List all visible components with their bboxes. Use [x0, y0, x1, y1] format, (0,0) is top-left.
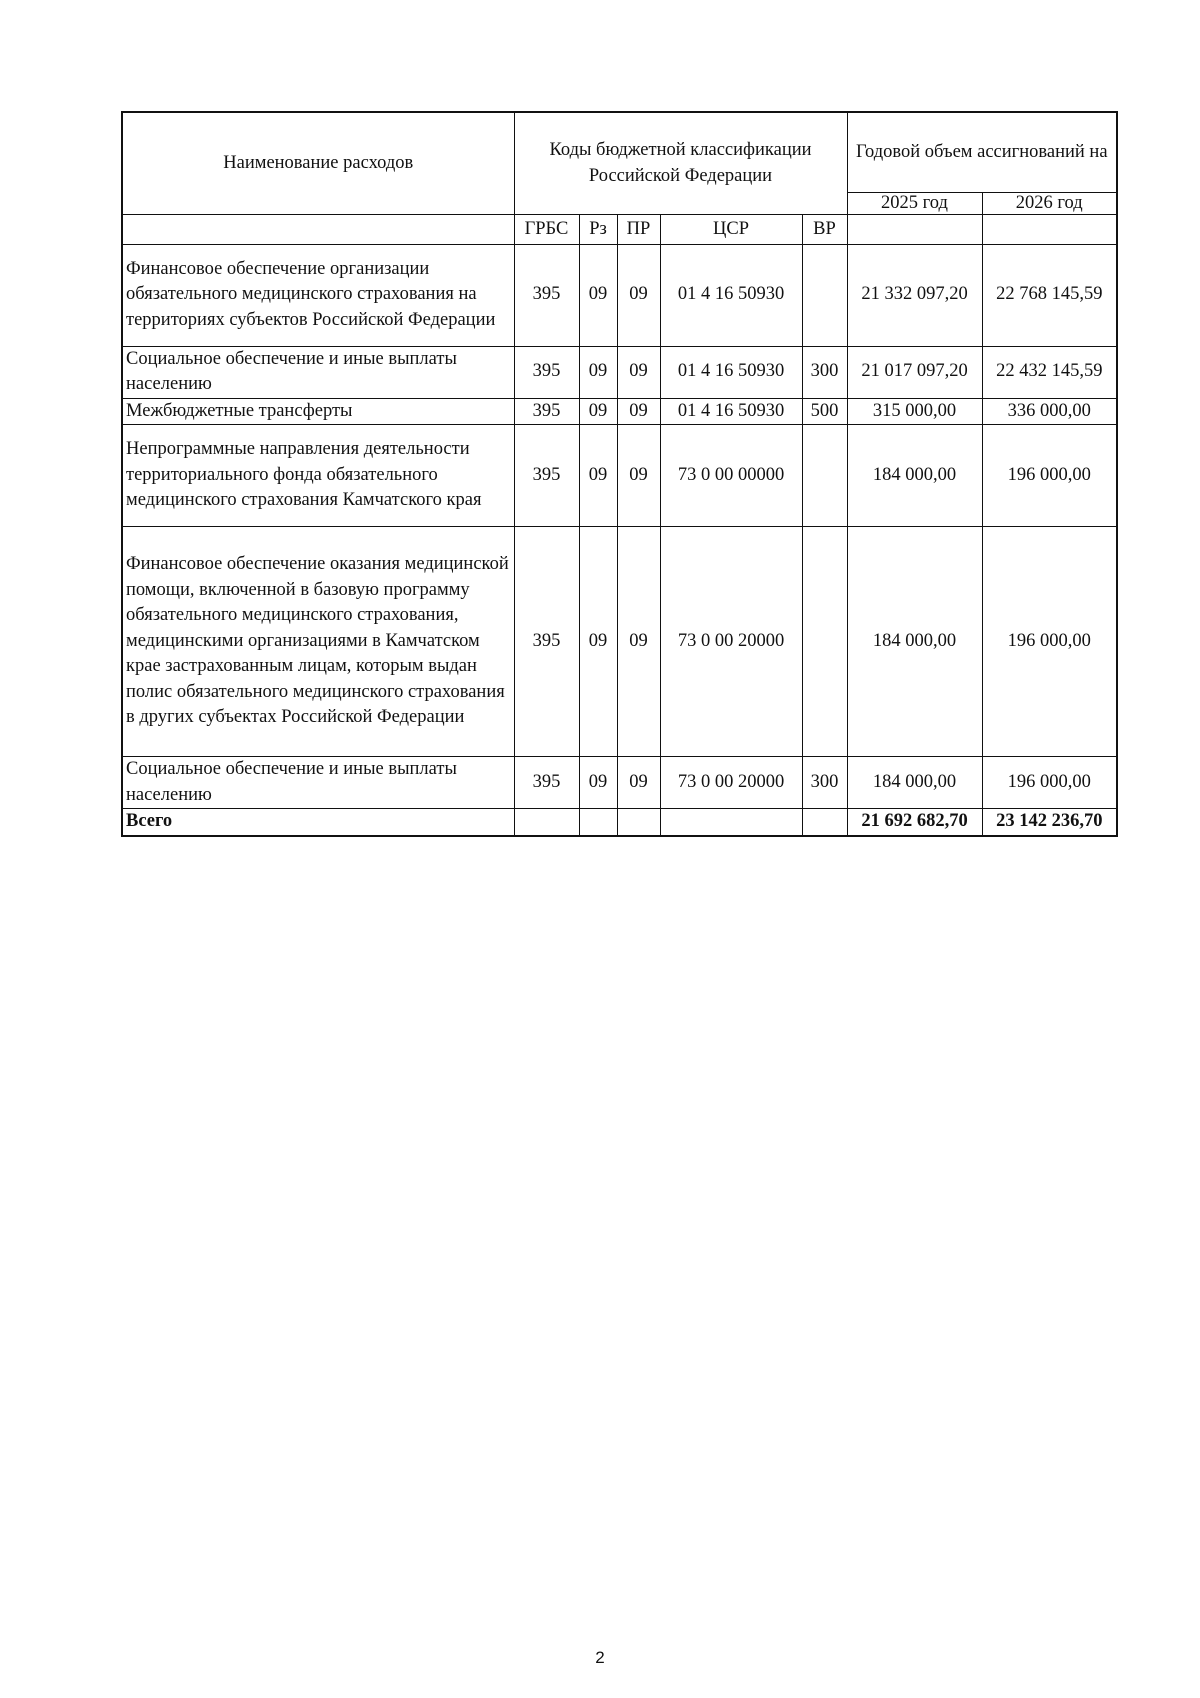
- row-amount-2026: 196 000,00: [982, 425, 1117, 527]
- row-grbs: 395: [514, 425, 579, 527]
- row-grbs: 395: [514, 527, 579, 757]
- row-csr: 73 0 00 00000: [660, 425, 802, 527]
- row-csr: 01 4 16 50930: [660, 346, 802, 398]
- table-row: [122, 527, 1117, 757]
- row-pr: 09: [617, 346, 660, 398]
- header-rz: Рз: [579, 214, 617, 244]
- header-grbs: ГРБС: [514, 214, 579, 244]
- table-row: [122, 398, 1117, 425]
- table-row: [122, 757, 1117, 809]
- row-name: Социальное обеспечение и иные выплаты населению: [122, 757, 514, 809]
- budget-allocations-table: [121, 111, 1118, 837]
- header-year-2026: 2026 год: [982, 192, 1117, 214]
- total-empty-rz: [579, 809, 617, 836]
- row-pr: 09: [617, 398, 660, 425]
- total-empty-grbs: [514, 809, 579, 836]
- header-annual-volume: Годовой объем ассигнований на: [847, 112, 1117, 192]
- row-pr: 09: [617, 527, 660, 757]
- row-csr: 73 0 00 20000: [660, 757, 802, 809]
- row-pr: 09: [617, 757, 660, 809]
- header-pr: ПР: [617, 214, 660, 244]
- row-grbs: 395: [514, 398, 579, 425]
- row-name: Финансовое обеспечение организации обязательного медицинского страхования на территориях субъектов Российской Федерации: [122, 244, 514, 346]
- table-row: [122, 244, 1117, 346]
- header-empty-2026: [982, 214, 1117, 244]
- header-empty-name: [122, 214, 514, 244]
- header-expense-name: Наименование расходов: [122, 112, 514, 214]
- header-csr: ЦСР: [660, 214, 802, 244]
- row-amount-2025: 315 000,00: [847, 398, 982, 425]
- total-empty-vr: [802, 809, 847, 836]
- header-year-2025: 2025 год: [847, 192, 982, 214]
- row-grbs: 395: [514, 346, 579, 398]
- total-empty-csr: [660, 809, 802, 836]
- row-vr: 300: [802, 346, 847, 398]
- header-empty-2025: [847, 214, 982, 244]
- total-amount-2026: 23 142 236,70: [982, 809, 1117, 836]
- row-pr: 09: [617, 244, 660, 346]
- page-number: 2: [595, 1648, 605, 1667]
- row-pr: 09: [617, 425, 660, 527]
- row-amount-2026: 22 768 145,59: [982, 244, 1117, 346]
- row-grbs: 395: [514, 244, 579, 346]
- row-name: Социальное обеспечение и иные выплаты населению: [122, 346, 514, 398]
- header-classification-codes: Коды бюджетной классификации Российской Федерации: [514, 112, 847, 214]
- row-csr: 01 4 16 50930: [660, 244, 802, 346]
- total-empty-pr: [617, 809, 660, 836]
- row-vr: [802, 244, 847, 346]
- row-rz: 09: [579, 527, 617, 757]
- row-rz: 09: [579, 398, 617, 425]
- row-amount-2025: 184 000,00: [847, 425, 982, 527]
- row-amount-2026: 336 000,00: [982, 398, 1117, 425]
- row-amount-2025: 21 017 097,20: [847, 346, 982, 398]
- row-amount-2026: 196 000,00: [982, 757, 1117, 809]
- row-amount-2025: 184 000,00: [847, 757, 982, 809]
- row-rz: 09: [579, 425, 617, 527]
- row-csr: 01 4 16 50930: [660, 398, 802, 425]
- row-rz: 09: [579, 757, 617, 809]
- table-row: [122, 425, 1117, 527]
- row-rz: 09: [579, 346, 617, 398]
- row-vr: [802, 527, 847, 757]
- row-amount-2025: 21 332 097,20: [847, 244, 982, 346]
- total-row: [122, 809, 1117, 836]
- row-amount-2026: 196 000,00: [982, 527, 1117, 757]
- row-vr: 300: [802, 757, 847, 809]
- row-name: Межбюджетные трансферты: [122, 398, 514, 425]
- row-rz: 09: [579, 244, 617, 346]
- table-row: [122, 346, 1117, 398]
- row-grbs: 395: [514, 757, 579, 809]
- header-vr: ВР: [802, 214, 847, 244]
- row-vr: [802, 425, 847, 527]
- row-name: Непрограммные направления деятельности территориального фонда обязательного медицинского страхования Камчатского края: [122, 425, 514, 527]
- row-amount-2025: 184 000,00: [847, 527, 982, 757]
- row-amount-2026: 22 432 145,59: [982, 346, 1117, 398]
- row-csr: 73 0 00 20000: [660, 527, 802, 757]
- total-label: Всего: [122, 809, 514, 836]
- row-name: Финансовое обеспечение оказания медицинской помощи, включенной в базовую программу обязательного медицинского страхования, медицинскими организациями в Камчатском крае застрахованным лицам, которым выдан полис обязательного медицинского страхования в других субъектах Российской Федерации: [122, 527, 514, 757]
- total-amount-2025: 21 692 682,70: [847, 809, 982, 836]
- row-vr: 500: [802, 398, 847, 425]
